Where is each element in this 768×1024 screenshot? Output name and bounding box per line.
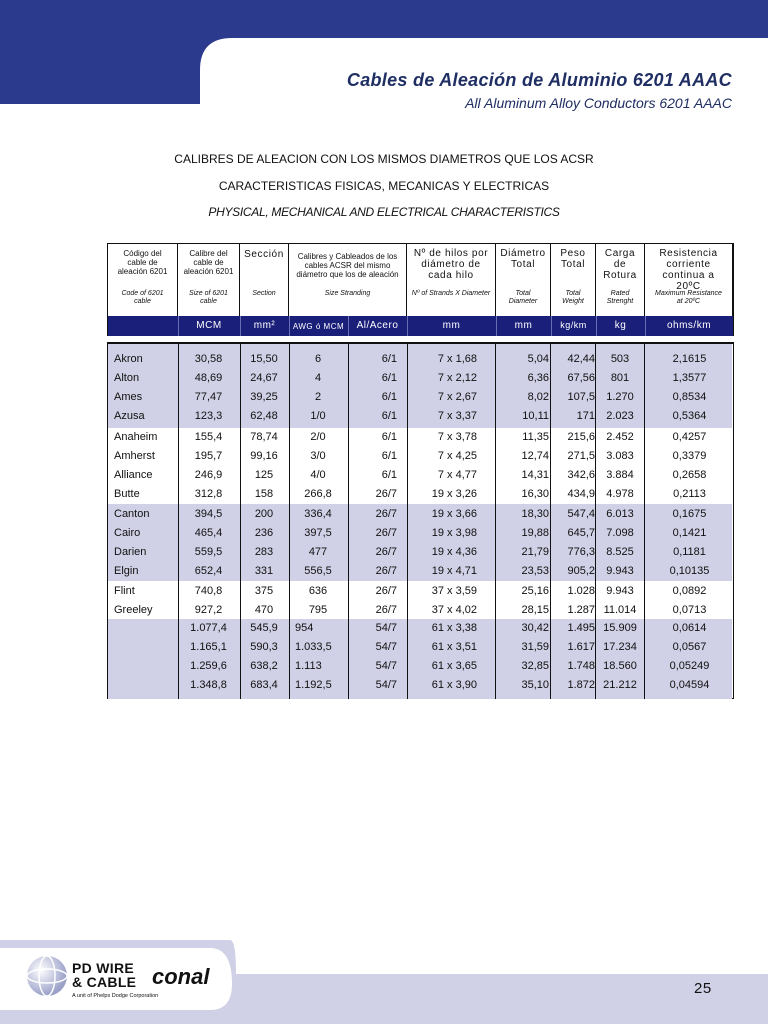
cell-str: 7 x 1,68: [437, 353, 477, 365]
cell-name: Greeley: [114, 604, 153, 616]
cell-dia: 18,30: [521, 508, 549, 520]
cell-awg: 795: [308, 604, 328, 616]
cell-mm2: 590,3: [250, 641, 278, 653]
cell-res: 0,3379: [672, 450, 707, 462]
cell-peso: 776,3: [567, 546, 595, 558]
cell-mcm: 1.077,4: [190, 622, 227, 634]
cell-name: Anaheim: [114, 431, 158, 443]
cell-awg: 2/0: [310, 431, 326, 443]
cell-mcm: 927,2: [194, 604, 223, 616]
table-row: [108, 619, 732, 638]
cell-carga: 3.083: [606, 450, 634, 462]
globe-logo-icon: [26, 955, 68, 997]
cell-str: 61 x 3,90: [431, 679, 477, 691]
cell-res: 0,0713: [672, 604, 707, 616]
column-header-resistance: Resistencia corriente continua a 20ºC Maximum Resistance at 20ºC: [645, 244, 733, 317]
cell-mm2: 158: [254, 488, 274, 500]
cell-al: 26/7: [375, 488, 397, 500]
column-header-acsr: Calibres y Cableados de los cables ACSR del mismo diámetro que los de aleación Size Stranding: [289, 244, 407, 317]
section-heading-en: PHYSICAL, MECHANICAL AND ELECTRICAL CHARACTERISTICS: [208, 205, 560, 219]
cell-dia: 10,11: [522, 410, 549, 422]
cell-peso: 645,7: [567, 527, 595, 539]
column-header-size: Calibre del cable de aleación 6201 Size of 6201 cable: [178, 244, 240, 317]
cell-awg: 1.033,5: [295, 641, 332, 653]
cell-res: 0,05249: [669, 660, 710, 672]
cell-str: 19 x 3,26: [431, 488, 477, 500]
cell-name: Ames: [114, 391, 143, 403]
unit-mcm: MCM: [196, 320, 222, 331]
cell-peso: 1.748: [567, 660, 595, 672]
cell-peso: 1.495: [567, 622, 595, 634]
column-header-section: Sección Section: [240, 244, 289, 317]
cell-mcm: 740,8: [194, 585, 223, 597]
cell-mcm: 77,47: [194, 391, 223, 403]
cell-dia: 25,16: [521, 585, 549, 597]
cell-dia: 21,79: [521, 546, 549, 558]
cell-al: 6/1: [381, 450, 397, 462]
table-row: [108, 447, 732, 466]
cell-dia: 11,35: [522, 431, 549, 443]
table-row: [108, 601, 732, 620]
cell-mcm: 155,4: [194, 431, 223, 443]
cell-peso: 342,6: [567, 469, 595, 481]
cell-carga: 9.943: [606, 565, 634, 577]
column-header-code: Código del cable de aleación 6201 Code of 6201 cable: [108, 244, 178, 317]
cell-mcm: 559,5: [194, 546, 223, 558]
data-table: [107, 342, 734, 699]
cell-mcm: 246,9: [194, 469, 223, 481]
cell-awg: 4: [314, 372, 322, 384]
cell-carga: 18.560: [603, 660, 637, 672]
table-row: [108, 466, 732, 485]
cell-mm2: 62,48: [250, 410, 278, 422]
page-subtitle: All Aluminum Alloy Conductors 6201 AAAC: [465, 95, 732, 111]
cell-res: 0,8534: [672, 391, 707, 403]
cell-al: 54/7: [375, 641, 397, 653]
table-row: [108, 369, 732, 388]
company-logo: PD WIRE & CABLE: [72, 960, 137, 990]
cell-carga: 503: [610, 353, 630, 365]
cell-str: 37 x 3,59: [431, 585, 477, 597]
table-row: [108, 388, 732, 407]
cell-res: 0,1675: [672, 508, 707, 520]
cell-name: Azusa: [114, 410, 145, 422]
cell-peso: 171: [576, 410, 595, 422]
cell-mcm: 30,58: [194, 353, 223, 365]
cell-carga: 9.943: [606, 585, 634, 597]
cell-mcm: 123,3: [194, 410, 223, 422]
cell-carga: 21.212: [603, 679, 637, 691]
section-heading-es: CARACTERISTICAS FISICAS, MECANICAS Y ELECTRICAS: [218, 179, 550, 193]
cell-dia: 5,04: [527, 353, 549, 365]
cell-dia: 31,59: [521, 641, 549, 653]
cell-awg: 2: [314, 391, 322, 403]
cell-al: 26/7: [375, 508, 397, 520]
table-row: [108, 485, 732, 504]
table-row: [108, 657, 732, 676]
cell-res: 0,5364: [672, 410, 707, 422]
cell-str: 19 x 4,71: [431, 565, 477, 577]
column-header-strength: Carga de Rotura Rated Strenght: [596, 244, 645, 317]
table-row: [108, 428, 732, 447]
table-row: [108, 676, 732, 695]
cell-al: 54/7: [375, 679, 397, 691]
cell-str: 19 x 3,98: [431, 527, 477, 539]
page-number: 25: [694, 980, 712, 997]
cell-carga: 4.978: [606, 488, 634, 500]
cell-res: 2,1615: [672, 353, 707, 365]
cell-awg: 556,5: [304, 565, 332, 577]
cell-mm2: 125: [254, 469, 274, 481]
table-row: [108, 505, 732, 524]
cell-name: Butte: [114, 488, 140, 500]
cell-carga: 801: [610, 372, 630, 384]
cell-al: 26/7: [375, 585, 397, 597]
unit-strength: kg: [614, 320, 627, 331]
table-row: [108, 350, 732, 369]
cell-name: Alliance: [114, 469, 153, 481]
unit-diameter: mm: [514, 320, 533, 331]
cell-al: 26/7: [375, 604, 397, 616]
cell-peso: 434,9: [567, 488, 595, 500]
unit-weight: kg/km: [560, 320, 587, 330]
table-row: [108, 638, 732, 657]
cell-peso: 1.287: [567, 604, 595, 616]
cell-peso: 215,6: [567, 431, 595, 443]
cell-res: 1,3577: [672, 372, 707, 384]
cell-carga: 6.013: [606, 508, 634, 520]
cell-str: 61 x 3,51: [431, 641, 477, 653]
cell-dia: 32,85: [521, 660, 549, 672]
units-bar: [108, 316, 733, 336]
cell-mcm: 465,4: [194, 527, 223, 539]
cell-mm2: 375: [254, 585, 274, 597]
column-header-weight: Peso Total Total Weight: [551, 244, 596, 317]
cell-mcm: 652,4: [194, 565, 223, 577]
cell-mm2: 15,50: [250, 353, 278, 365]
cell-al: 6/1: [381, 353, 397, 365]
cell-carga: 11.014: [603, 604, 637, 616]
unit-resistance: ohms/km: [666, 320, 712, 331]
cell-name: Elgin: [114, 565, 139, 577]
cell-awg: 6: [314, 353, 322, 365]
cell-mm2: 99,16: [250, 450, 278, 462]
table-header: [107, 243, 734, 336]
cell-carga: 1.270: [606, 391, 634, 403]
cell-peso: 547,4: [567, 508, 595, 520]
cell-al: 6/1: [381, 410, 397, 422]
cell-peso: 271,5: [567, 450, 595, 462]
cell-name: Cairo: [114, 527, 141, 539]
cell-mcm: 195,7: [194, 450, 223, 462]
cell-res: 0,2113: [673, 488, 706, 500]
unit-al-acero: Al/Acero: [356, 320, 399, 331]
cell-al: 6/1: [381, 391, 397, 403]
cell-awg: 477: [308, 546, 328, 558]
cell-mm2: 545,9: [250, 622, 278, 634]
unit-mm2: mm²: [253, 320, 276, 331]
cell-dia: 8,02: [527, 391, 549, 403]
table-row: [108, 524, 732, 543]
cell-awg: 954: [295, 622, 314, 634]
cell-res: 0,0567: [672, 641, 707, 653]
column-header-strands: Nº de hilos por diámetro de cada hilo Nº of Strands X Diameter: [407, 244, 496, 317]
cell-al: 26/7: [375, 546, 397, 558]
cell-awg: 636: [308, 585, 328, 597]
cell-str: 19 x 3,66: [431, 508, 477, 520]
cell-awg: 4/0: [310, 469, 326, 481]
cell-al: 6/1: [381, 431, 397, 443]
cell-awg: 336,4: [304, 508, 332, 520]
cell-dia: 23,53: [521, 565, 549, 577]
cell-res: 0,0892: [672, 585, 707, 597]
cell-awg: 3/0: [310, 450, 326, 462]
cell-peso: 1.872: [567, 679, 595, 691]
section-heading-sizes: CALIBRES DE ALEACION CON LOS MISMOS DIAMETROS QUE LOS ACSR: [174, 152, 594, 166]
cell-carga: 8.525: [606, 546, 634, 558]
cell-awg: 1.192,5: [295, 679, 332, 691]
table-row: [108, 582, 732, 601]
cell-dia: 19,88: [521, 527, 549, 539]
cell-awg: 1.113: [295, 660, 322, 672]
column-header-diameter: Diámetro Total Total Diameter: [496, 244, 551, 317]
cell-name: Flint: [114, 585, 135, 597]
brand-logo: conal: [152, 964, 210, 989]
cell-mm2: 24,67: [250, 372, 278, 384]
cell-carga: 2.023: [606, 410, 634, 422]
cell-mcm: 1.348,8: [190, 679, 227, 691]
cell-name: Canton: [114, 508, 150, 520]
cell-mcm: 1.165,1: [190, 641, 227, 653]
cell-peso: 905,2: [567, 565, 595, 577]
cell-str: 7 x 2,12: [437, 372, 477, 384]
cell-str: 37 x 4,02: [431, 604, 477, 616]
cell-str: 7 x 3,78: [437, 431, 477, 443]
cell-awg: 266,8: [304, 488, 332, 500]
table-row: [108, 562, 732, 581]
cell-dia: 35,10: [521, 679, 549, 691]
cell-res: 0,10135: [669, 565, 710, 577]
cell-carga: 2.452: [606, 431, 634, 443]
cell-dia: 28,15: [521, 604, 549, 616]
cell-str: 7 x 4,77: [437, 469, 477, 481]
cell-carga: 15.909: [603, 622, 637, 634]
cell-carga: 3.884: [606, 469, 634, 481]
cell-mm2: 683,4: [250, 679, 278, 691]
cell-carga: 7.098: [606, 527, 634, 539]
cell-carga: 17.234: [603, 641, 637, 653]
unit-awg: AWG ó MCM: [292, 322, 345, 331]
cell-name: Darien: [114, 546, 147, 558]
cell-str: 61 x 3,38: [431, 622, 477, 634]
cell-al: 6/1: [381, 372, 397, 384]
cell-al: 54/7: [375, 622, 397, 634]
unit-strands: mm: [442, 320, 461, 331]
cell-dia: 6,36: [527, 372, 549, 384]
cell-al: 6/1: [381, 469, 397, 481]
cell-dia: 16,30: [521, 488, 549, 500]
cell-mm2: 200: [254, 508, 274, 520]
cell-res: 0,1421: [672, 527, 707, 539]
cell-awg: 1/0: [310, 410, 326, 422]
cell-dia: 14,31: [521, 469, 549, 481]
cell-mm2: 236: [254, 527, 274, 539]
cell-mm2: 78,74: [250, 431, 278, 443]
cell-al: 26/7: [375, 527, 397, 539]
cell-name: Akron: [114, 353, 143, 365]
table-row: [108, 543, 732, 562]
cell-str: 19 x 4,36: [431, 546, 477, 558]
cell-res: 0,1181: [673, 546, 706, 558]
logo-tagline: A unit of Phelps Dodge Corporation: [72, 993, 159, 999]
cell-mcm: 1.259,6: [190, 660, 227, 672]
cell-al: 54/7: [375, 660, 397, 672]
cell-dia: 30,42: [521, 622, 549, 634]
cell-str: 7 x 3,37: [437, 410, 477, 422]
cell-mm2: 283: [254, 546, 274, 558]
cell-peso: 1.617: [567, 641, 595, 653]
cell-peso: 107,5: [567, 391, 595, 403]
cell-name: Amherst: [114, 450, 155, 462]
cell-res: 0,2658: [672, 469, 707, 481]
cell-peso: 1.028: [567, 585, 595, 597]
cell-peso: 67,56: [567, 372, 595, 384]
cell-str: 61 x 3,65: [431, 660, 477, 672]
cell-res: 0,04594: [669, 679, 710, 691]
cell-mcm: 312,8: [194, 488, 223, 500]
page-title: Cables de Aleación de Aluminio 6201 AAAC: [346, 70, 732, 90]
cell-res: 0,4257: [672, 431, 707, 443]
cell-mm2: 470: [254, 604, 274, 616]
cell-mm2: 39,25: [250, 391, 278, 403]
table-row: [108, 407, 732, 426]
cell-peso: 42,44: [567, 353, 595, 365]
cell-res: 0,0614: [672, 622, 707, 634]
cell-str: 7 x 4,25: [437, 450, 477, 462]
cell-name: Alton: [114, 372, 140, 384]
cell-dia: 12,74: [521, 450, 549, 462]
cell-str: 7 x 2,67: [437, 391, 477, 403]
cell-awg: 397,5: [304, 527, 332, 539]
cell-mcm: 394,5: [194, 508, 223, 520]
cell-mm2: 331: [254, 565, 274, 577]
cell-mm2: 638,2: [250, 660, 278, 672]
cell-mcm: 48,69: [194, 372, 223, 384]
cell-al: 26/7: [375, 565, 397, 577]
